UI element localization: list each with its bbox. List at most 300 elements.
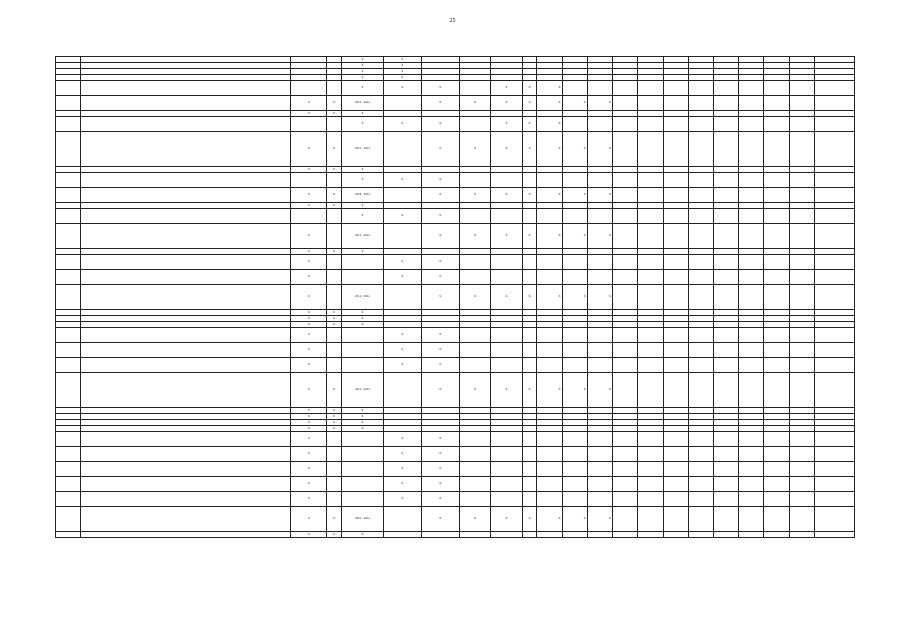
table-cell (81, 328, 291, 343)
table-cell: X (421, 447, 459, 462)
table-cell (739, 432, 764, 447)
table-cell: X (491, 285, 523, 310)
table-cell: X (562, 188, 587, 203)
table-cell: 2014 - 2024 (341, 132, 383, 167)
table-cell (613, 432, 638, 447)
table-cell: X (562, 285, 587, 310)
table-cell (638, 173, 663, 188)
table-cell (713, 117, 738, 132)
table-cell (764, 81, 789, 96)
table-cell (459, 255, 491, 270)
table-cell (688, 173, 713, 188)
table-cell: X (341, 81, 383, 96)
table-cell: X (341, 173, 383, 188)
table-cell (663, 432, 688, 447)
table-cell (562, 81, 587, 96)
table-cell (81, 96, 291, 111)
table-cell (688, 507, 713, 532)
table-cell: X (327, 316, 342, 322)
table-cell (688, 132, 713, 167)
table-cell: X (291, 167, 327, 173)
table-cell (688, 432, 713, 447)
table-cell (613, 462, 638, 477)
table-cell (713, 132, 738, 167)
table-cell: 2018 - 2024 (341, 188, 383, 203)
table-cell (713, 328, 738, 343)
table-cell (522, 255, 537, 270)
table-cell (764, 432, 789, 447)
table-cell (587, 358, 612, 373)
table-cell (491, 270, 523, 285)
table-cell (814, 432, 854, 447)
table-cell (613, 132, 638, 167)
table-cell (638, 188, 663, 203)
table-cell (814, 507, 854, 532)
table-cell (81, 373, 291, 408)
table-cell (383, 285, 421, 310)
table-cell: X (537, 117, 562, 132)
table-cell: X (341, 75, 383, 81)
table-cell: X (291, 507, 327, 532)
table-cell: X (291, 420, 327, 426)
table-cell (638, 81, 663, 96)
table-cell (291, 81, 327, 96)
table-cell (713, 447, 738, 462)
table-cell (587, 328, 612, 343)
table-cell (459, 117, 491, 132)
table-cell (663, 462, 688, 477)
table-cell: X (491, 81, 523, 96)
table-cell (814, 328, 854, 343)
table-cell (421, 532, 459, 538)
table-cell: X (341, 117, 383, 132)
table-cell (56, 224, 81, 249)
table-cell (613, 532, 638, 538)
table-cell (587, 447, 612, 462)
table-cell (537, 492, 562, 507)
table-cell (587, 117, 612, 132)
table-cell (613, 492, 638, 507)
table-cell: X (341, 203, 383, 209)
table-row (56, 328, 855, 343)
table-cell (764, 477, 789, 492)
table-cell (713, 477, 738, 492)
table-cell (713, 343, 738, 358)
table-cell: X (327, 132, 342, 167)
table-cell (764, 343, 789, 358)
table-cell (814, 358, 854, 373)
table-cell: X (491, 507, 523, 532)
table-cell (81, 255, 291, 270)
table-cell (327, 343, 342, 358)
table-cell (537, 462, 562, 477)
table-cell (81, 224, 291, 249)
table-cell (739, 188, 764, 203)
table-cell (587, 432, 612, 447)
program-activities-table (55, 56, 855, 538)
table-cell (713, 373, 738, 408)
table-cell (491, 173, 523, 188)
table-cell (713, 507, 738, 532)
table-cell (341, 462, 383, 477)
table-cell: 2014 - 2024 (341, 285, 383, 310)
table-cell: X (291, 203, 327, 209)
table-cell (613, 447, 638, 462)
table-cell (638, 343, 663, 358)
table-cell (81, 343, 291, 358)
table-cell (814, 447, 854, 462)
table-cell: X (537, 373, 562, 408)
table-cell (491, 255, 523, 270)
table-cell: X (341, 57, 383, 63)
table-cell (789, 132, 814, 167)
table-cell: X (291, 224, 327, 249)
table-cell (341, 432, 383, 447)
table-cell (764, 328, 789, 343)
table-cell (522, 358, 537, 373)
table-cell (562, 447, 587, 462)
table-cell (81, 432, 291, 447)
table-cell (327, 432, 342, 447)
table-cell: X (522, 96, 537, 111)
table-cell (459, 492, 491, 507)
table-cell (81, 447, 291, 462)
table-row (56, 285, 855, 310)
table-cell (327, 462, 342, 477)
table-cell (562, 532, 587, 538)
table-cell: X (537, 96, 562, 111)
table-cell: X (537, 285, 562, 310)
table-cell (789, 209, 814, 224)
table-cell (713, 462, 738, 477)
table-cell (459, 432, 491, 447)
table-cell: X (587, 507, 612, 532)
table-cell (764, 532, 789, 538)
table-cell (341, 477, 383, 492)
table-cell: X (291, 492, 327, 507)
table-cell (688, 477, 713, 492)
table-cell (341, 328, 383, 343)
table-cell (814, 209, 854, 224)
table-cell: X (341, 414, 383, 420)
table-cell: X (522, 224, 537, 249)
table-cell (739, 96, 764, 111)
table-cell (491, 343, 523, 358)
table-cell (56, 117, 81, 132)
table-cell (638, 492, 663, 507)
table-cell (327, 477, 342, 492)
table-row (56, 358, 855, 373)
table-cell (688, 255, 713, 270)
table-cell (562, 477, 587, 492)
table-cell: X (341, 69, 383, 75)
table-cell: 2019 - 2024 (341, 507, 383, 532)
table-cell (522, 209, 537, 224)
table-cell (459, 358, 491, 373)
table-cell (522, 343, 537, 358)
table-cell (613, 328, 638, 343)
table-cell (638, 255, 663, 270)
table-cell (291, 209, 327, 224)
table-cell (638, 477, 663, 492)
table-cell: X (327, 373, 342, 408)
table-cell (341, 343, 383, 358)
table-cell (764, 270, 789, 285)
table-cell (663, 492, 688, 507)
table-cell (327, 328, 342, 343)
table-cell: X (491, 188, 523, 203)
table-cell: X (291, 310, 327, 316)
table-cell (739, 462, 764, 477)
table-cell (81, 117, 291, 132)
table-cell (739, 373, 764, 408)
table-cell (562, 328, 587, 343)
table-cell (638, 328, 663, 343)
table-cell (814, 81, 854, 96)
table-cell: X (421, 462, 459, 477)
table-cell (562, 255, 587, 270)
table-cell (663, 343, 688, 358)
table-cell (789, 255, 814, 270)
table-cell (522, 462, 537, 477)
table-cell: X (421, 255, 459, 270)
table-cell (663, 477, 688, 492)
table-cell (327, 285, 342, 310)
table-cell: X (291, 328, 327, 343)
table-cell: X (327, 532, 342, 538)
table-cell: X (421, 132, 459, 167)
table-cell (739, 117, 764, 132)
table-cell (688, 462, 713, 477)
table-cell (663, 507, 688, 532)
table-cell: X (587, 188, 612, 203)
table-cell (613, 224, 638, 249)
table-cell (638, 358, 663, 373)
table-cell (587, 532, 612, 538)
table-cell (713, 173, 738, 188)
table-cell (537, 270, 562, 285)
table-cell (739, 132, 764, 167)
table-cell (713, 81, 738, 96)
table-cell (327, 492, 342, 507)
table-cell (537, 328, 562, 343)
table-cell (713, 532, 738, 538)
table-cell (789, 477, 814, 492)
table-cell (613, 373, 638, 408)
table-cell: X (562, 373, 587, 408)
table-cell: X (491, 224, 523, 249)
table-cell (638, 209, 663, 224)
table-cell: X (587, 285, 612, 310)
table-cell (688, 188, 713, 203)
table-cell: X (383, 492, 421, 507)
table-cell (613, 477, 638, 492)
table-cell (491, 477, 523, 492)
table-cell: X (421, 96, 459, 111)
table-cell (587, 81, 612, 96)
table-cell (688, 270, 713, 285)
table-cell: X (459, 224, 491, 249)
table-cell (327, 81, 342, 96)
table-cell (327, 173, 342, 188)
table-cell (713, 96, 738, 111)
table-cell (739, 81, 764, 96)
table-cell (383, 96, 421, 111)
table-cell (789, 188, 814, 203)
table-cell: X (421, 432, 459, 447)
table-cell: X (383, 209, 421, 224)
table-cell: X (491, 117, 523, 132)
table-cell (537, 532, 562, 538)
table-cell (789, 117, 814, 132)
table-cell: X (421, 373, 459, 408)
table-cell: X (383, 447, 421, 462)
table-cell (562, 462, 587, 477)
table-cell: X (327, 203, 342, 209)
table-cell (327, 447, 342, 462)
table-cell (383, 507, 421, 532)
table-cell: 2014 - 2024 (341, 224, 383, 249)
table-cell (713, 188, 738, 203)
table-cell: X (562, 132, 587, 167)
table-cell (613, 285, 638, 310)
table-cell (638, 532, 663, 538)
table-cell (789, 358, 814, 373)
table-cell (663, 209, 688, 224)
table-cell: X (291, 255, 327, 270)
table-cell (764, 462, 789, 477)
table-row (56, 188, 855, 203)
table-cell (383, 373, 421, 408)
table-cell (688, 373, 713, 408)
table-cell (764, 255, 789, 270)
table-cell: X (327, 188, 342, 203)
table-cell: X (341, 532, 383, 538)
table-cell: X (327, 414, 342, 420)
table-cell (739, 224, 764, 249)
table-cell (537, 343, 562, 358)
table-cell: X (291, 270, 327, 285)
table-cell (713, 224, 738, 249)
table-cell (56, 132, 81, 167)
table-cell (459, 532, 491, 538)
table-cell: X (291, 462, 327, 477)
table-cell (562, 209, 587, 224)
table-cell (522, 432, 537, 447)
table-cell (459, 462, 491, 477)
table-cell (688, 447, 713, 462)
table-cell: X (459, 96, 491, 111)
table-cell: X (291, 316, 327, 322)
table-cell (789, 343, 814, 358)
page-number: 25 (449, 18, 456, 24)
table-cell: X (327, 310, 342, 316)
table-cell (613, 507, 638, 532)
table-cell: X (291, 447, 327, 462)
table-cell (814, 462, 854, 477)
table-cell (587, 343, 612, 358)
table-cell (613, 81, 638, 96)
table-cell: X (291, 358, 327, 373)
table-cell: X (383, 69, 421, 75)
table-cell (56, 81, 81, 96)
table-cell (522, 477, 537, 492)
table-cell (688, 358, 713, 373)
table-cell: X (383, 57, 421, 63)
table-cell: X (341, 408, 383, 414)
table-cell (663, 373, 688, 408)
table-cell: X (421, 507, 459, 532)
table-cell (663, 532, 688, 538)
table-row (56, 492, 855, 507)
table-cell (739, 173, 764, 188)
table-cell (638, 507, 663, 532)
table-cell (764, 285, 789, 310)
table-cell: X (383, 432, 421, 447)
table-cell: X (291, 188, 327, 203)
table-cell: X (459, 188, 491, 203)
table-cell (56, 447, 81, 462)
table-cell (713, 255, 738, 270)
table-cell: X (341, 249, 383, 255)
table-cell (562, 270, 587, 285)
table-cell: X (291, 322, 327, 328)
table-cell: X (327, 408, 342, 414)
table-cell: X (421, 270, 459, 285)
table-cell (764, 507, 789, 532)
table-cell (764, 447, 789, 462)
table-cell (789, 81, 814, 96)
table-cell (814, 96, 854, 111)
table-cell (56, 507, 81, 532)
table-cell (56, 432, 81, 447)
table-cell (789, 285, 814, 310)
table-cell (688, 224, 713, 249)
table-cell (638, 432, 663, 447)
table-cell (587, 492, 612, 507)
table-cell (537, 173, 562, 188)
table-cell (739, 492, 764, 507)
table-cell (739, 255, 764, 270)
table-cell: X (421, 358, 459, 373)
table-cell: X (421, 173, 459, 188)
table-cell: X (291, 477, 327, 492)
table-cell (491, 209, 523, 224)
table-cell: X (491, 96, 523, 111)
table-cell (764, 492, 789, 507)
table-cell (814, 532, 854, 538)
table-cell: X (291, 532, 327, 538)
table-cell: X (587, 224, 612, 249)
table-row (56, 507, 855, 532)
table-cell: X (383, 63, 421, 69)
table-row (56, 432, 855, 447)
table-cell (537, 358, 562, 373)
table-cell: X (327, 507, 342, 532)
table-cell (789, 224, 814, 249)
table-cell (764, 117, 789, 132)
table-cell (81, 209, 291, 224)
table-cell (562, 492, 587, 507)
table-cell (491, 328, 523, 343)
table-cell: X (537, 224, 562, 249)
table-cell (56, 462, 81, 477)
table-cell (764, 132, 789, 167)
table-cell: X (341, 310, 383, 316)
table-cell: X (383, 270, 421, 285)
table-row (56, 209, 855, 224)
table-cell: X (383, 343, 421, 358)
